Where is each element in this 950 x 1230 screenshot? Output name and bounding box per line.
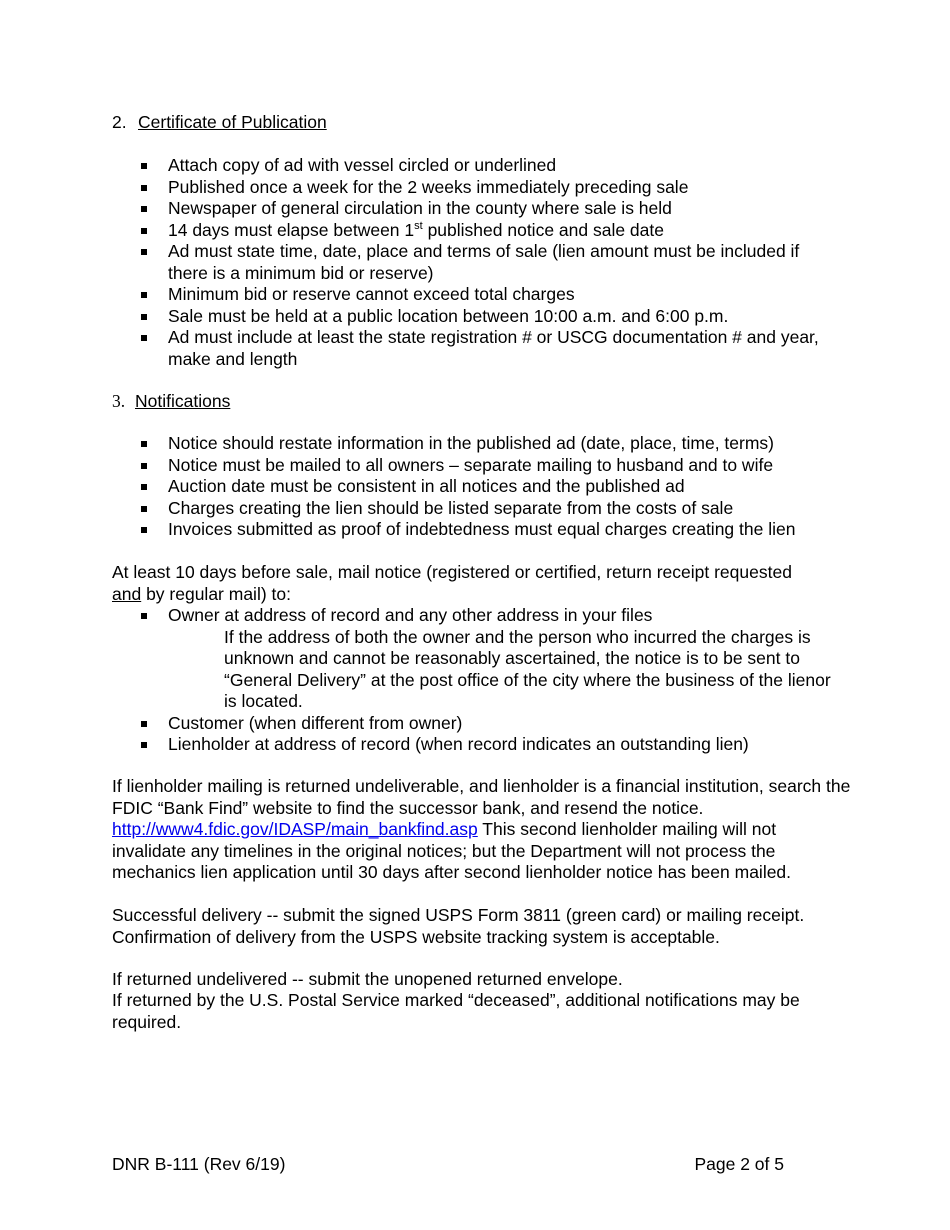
list-item: Newspaper of general circulation in the county where sale is held [140,198,840,220]
intro-text: At least 10 days before sale, mail notice (registered or certified, return receipt requested [112,562,792,582]
recipient-owner: Owner at address of record and any other address in your files [168,605,653,625]
section-3-title: Notifications [135,391,231,411]
form-id: DNR B-111 (Rev 6/19) [112,1154,286,1174]
delivery-paragraph: Successful delivery -- submit the signed USPS Form 3811 (green card) or mailing receipt. Confirmation of delivery from the USPS website tracking system is acceptable. [112,905,805,947]
section-3-number: 3. [112,391,126,411]
list-item-text: published notice and sale date [422,219,664,240]
page-number: Page 2 of 5 [694,1154,784,1174]
returned-undelivered-line: If returned undelivered -- submit the unopened returned envelope. [112,969,623,989]
list-item: Minimum bid or reserve cannot exceed total charges [140,284,840,306]
lienholder-text-after: This second lienholder mailing will not invalidate any timelines in the original notices; but the Department will not process the mechanics lien application until 30 days after second lienholder notice has been mailed. [112,819,792,882]
mail-notice-intro [112,562,852,605]
list-item-lienholder: Lienholder at address of record (when record indicates an outstanding lien) [140,734,840,756]
list-item-text: 14 days must elapse between 1 [168,219,415,240]
list-item: Notice must be mailed to all owners – separate mailing to husband and to wife [140,455,840,477]
list-item: Published once a week for the 2 weeks immediately preceding sale [140,177,840,199]
list-item: Invoices submitted as proof of indebtedness must equal charges creating the lien [140,519,840,541]
intro-underlined-and: and [112,583,142,604]
list-item: Auction date must be consistent in all notices and the published ad [140,476,840,498]
list-item: Ad must state time, date, place and terms of sale (lien amount must be included if there is a minimum bid or reserve) [140,241,840,284]
list-item: Ad must include at least the state registration # or USCG documentation # and year, make and length [140,327,840,370]
intro-text-end: by regular mail) to: [141,583,291,604]
list-item: Notice should restate information in the published ad (date, place, time, terms) [140,433,840,455]
deceased-paragraph: If returned by the U.S. Postal Service marked “deceased”, additional notifications may be required. [112,990,800,1032]
list-item-customer: Customer (when different from owner) [140,713,840,735]
list-item: Attach copy of ad with vessel circled or underlined [140,155,840,177]
section-3-list [140,433,840,541]
lienholder-paragraph [112,776,852,884]
owner-address-note: If the address of both the owner and the person who incurred the charges is unknown and cannot be reasonably ascertained, the notice is to be sent to “General Delivery” at the post office of the city where the business of the lienor is located. [224,626,831,711]
list-item [140,220,840,242]
section-2-list [140,155,840,370]
lienholder-text: If lienholder mailing is returned undeliverable, and lienholder is a financial institution, search the FDIC “Bank Find” website to find the successor bank, and resend the notice. [112,776,851,818]
list-item: Sale must be held at a public location between 10:00 a.m. and 6:00 p.m. [140,306,840,328]
mail-recipients-list [140,605,840,756]
section-2-heading [112,112,327,134]
ordinal-suffix: st [414,219,423,232]
section-2-title: Certificate of Publication [138,112,327,132]
fdic-bankfind-link[interactable]: http://www4.fdic.gov/IDASP/main_bankfind.asp [112,819,478,839]
section-2-number: 2. [112,112,127,132]
list-item: Charges creating the lien should be listed separate from the costs of sale [140,498,840,520]
section-3-heading [112,391,230,413]
list-item-owner [140,605,840,713]
